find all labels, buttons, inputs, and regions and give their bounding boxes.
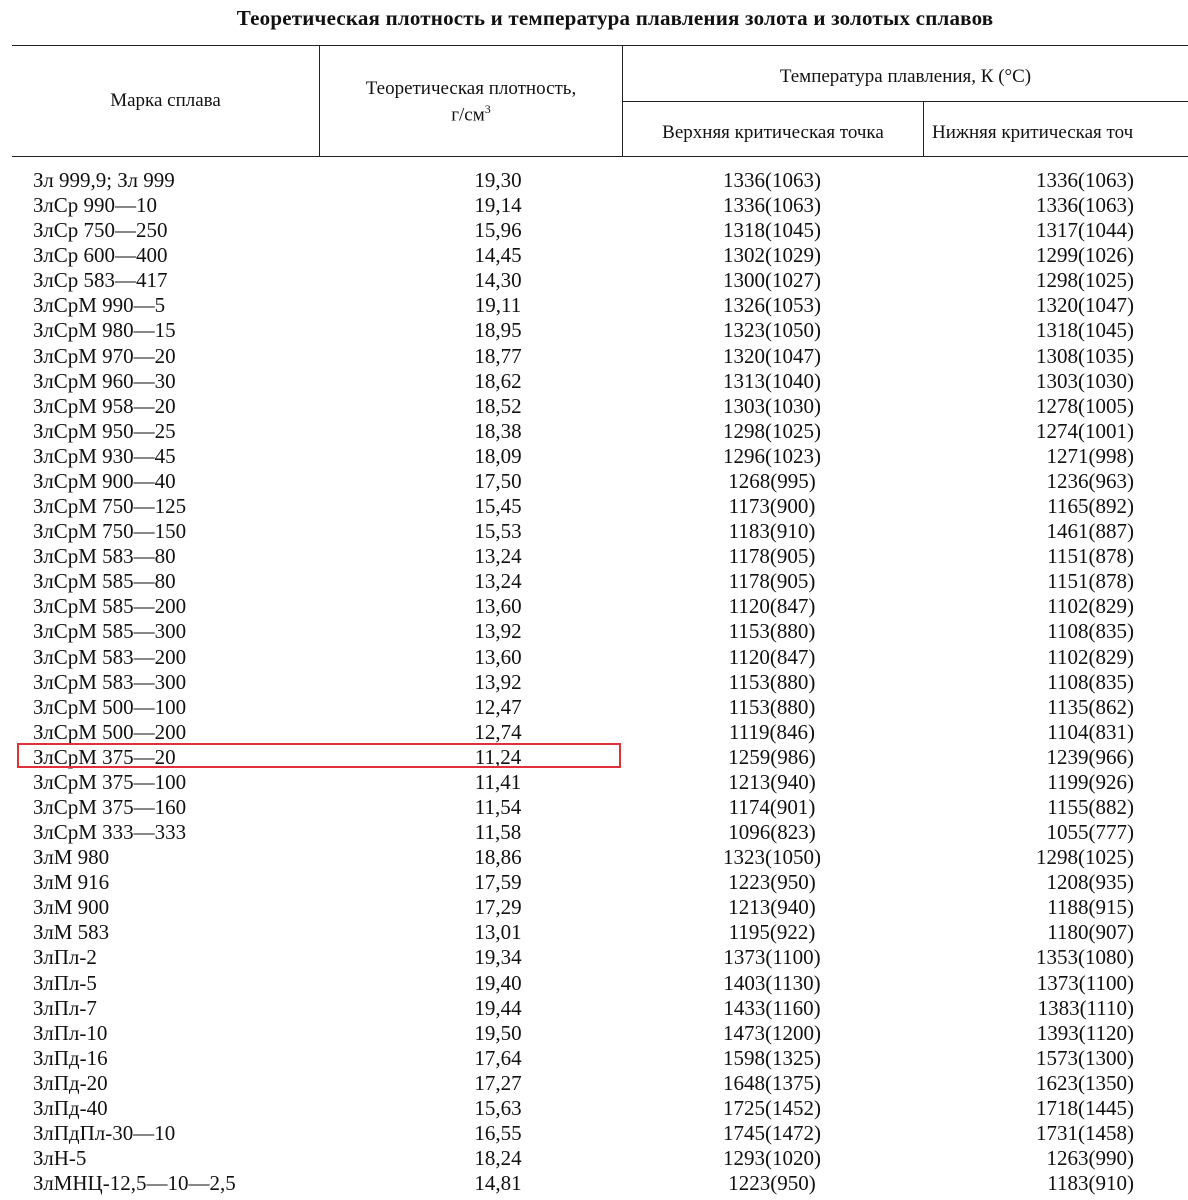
cell-lower-point: 1151(878) [1047,544,1134,569]
cell-density: 19,14 [474,193,522,218]
cell-upper-point: 1259(986) [728,744,816,769]
cell-lower-point: 1155(882) [1047,795,1134,819]
cell-grade: ЗлПл-7 [33,995,97,1020]
cell-density: 13,92 [474,669,522,694]
table-row [0,168,1188,193]
cell-lower-point: 1135(862) [1047,694,1134,719]
cell-lower-point: 1299(1026) [1036,243,1134,268]
cell-density: 19,40 [474,970,522,995]
cell-density: 19,30 [474,168,522,192]
cell-lower-point: 1353(1080) [1036,945,1134,970]
cell-density: 18,38 [474,418,522,443]
cell-upper-point: 1598(1325) [723,1045,821,1070]
cell-density: 18,52 [474,393,522,418]
cell-upper-point: 1153(880) [728,669,816,694]
melting-subheader-rule [622,101,1188,102]
cell-grade: ЗлСр 583—417 [33,268,168,293]
cell-grade: ЗлСрМ 583—200 [33,644,187,669]
cell-density: 19,50 [474,1020,522,1045]
table-row [0,569,1188,594]
table-row [0,895,1188,920]
table-row [0,419,1188,444]
cell-density: 14,45 [474,243,522,268]
table-row [0,394,1188,419]
header-lower: Нижняя критическая точ [932,122,1134,143]
cell-upper-point: 1213(940) [728,769,816,794]
header-upper: Верхняя критическая точка [662,122,884,143]
table-row [0,670,1188,695]
table-row [0,1171,1188,1196]
cell-upper-point: 1745(1472) [723,1121,821,1146]
cell-upper-point: 1174(901) [728,795,816,819]
cell-density: 15,45 [474,494,522,519]
table-top-rule [12,45,1188,46]
cell-upper-point: 1153(880) [728,619,816,644]
cell-upper-point: 1323(1050) [723,318,821,343]
cell-lower-point: 1239(966) [1046,744,1134,769]
cell-grade: ЗлПл-10 [33,1020,108,1045]
cell-grade: ЗлПл-2 [33,945,97,970]
cell-upper-point: 1268(995) [728,468,816,493]
cell-density: 14,81 [474,1171,522,1196]
cell-lower-point: 1199(926) [1047,769,1134,794]
cell-upper-point: 1300(1027) [723,268,821,293]
cell-lower-point: 1383(1110) [1037,995,1134,1020]
cell-upper-point: 1373(1100) [723,945,821,970]
cell-density: 19,11 [474,293,522,318]
cell-lower-point: 1278(1005) [1036,393,1134,418]
cell-lower-point: 1718(1445) [1036,1095,1134,1120]
table-row [0,870,1188,895]
cell-grade: ЗлСрМ 930—45 [33,443,176,468]
header-density [320,78,622,125]
cell-grade: ЗлСрМ 585—200 [33,594,187,619]
cell-lower-point: 1336(1063) [1036,193,1134,218]
cell-density: 11,58 [474,820,522,845]
table-row [0,920,1188,945]
cell-upper-point: 1336(1063) [723,193,821,218]
cell-grade: ЗлСрМ 980—15 [33,318,176,343]
cell-upper-point: 1473(1200) [723,1020,821,1045]
table-row [0,1046,1188,1071]
cell-grade: ЗлПдПл-30—10 [33,1121,176,1146]
table-row [0,494,1188,519]
table-row [0,544,1188,569]
cell-lower-point: 1165(892) [1047,494,1134,519]
cell-grade: ЗлСрМ 500—200 [33,719,187,744]
row-highlight-box [17,743,621,768]
cell-grade: ЗлСрМ 958—20 [33,393,176,418]
table-row [0,469,1188,494]
cell-upper-point: 1303(1030) [723,393,821,418]
cell-upper-point: 1183(910) [728,519,816,544]
cell-upper-point: 1223(950) [728,870,816,895]
cell-lower-point: 1263(990) [1046,1146,1134,1171]
cell-lower-point: 1298(1025) [1036,268,1134,293]
cell-grade: ЗлСрМ 333—333 [33,820,187,845]
cell-upper-point: 1313(1040) [723,368,821,393]
cell-density: 11,24 [474,744,522,769]
cell-density: 19,44 [474,995,522,1020]
table-row [0,645,1188,670]
cell-upper-point: 1725(1452) [723,1095,821,1120]
header-density-label: Теоретическая плотность, [365,78,577,99]
cell-grade: ЗлМНЦ-12,5—10—2,5 [33,1171,236,1196]
cell-density: 17,29 [474,895,522,920]
table-row [0,619,1188,644]
cell-upper-point: 1403(1130) [723,970,821,995]
cell-density: 13,24 [474,544,522,569]
cell-lower-point: 1188(915) [1047,895,1134,920]
cell-density: 17,50 [474,468,522,493]
cell-density: 18,77 [474,343,522,368]
cell-upper-point: 1293(1020) [723,1146,821,1171]
table-row [0,243,1188,268]
table-row [0,519,1188,544]
cell-grade: Зл 999,9; Зл 999 [33,168,175,192]
cell-grade: ЗлПд-16 [33,1045,108,1070]
cell-density: 19,34 [474,945,522,970]
cell-grade: ЗлСрМ 970—20 [33,343,176,368]
table-row [0,695,1188,720]
cell-density: 18,86 [474,845,522,870]
cell-grade: ЗлСрМ 990—5 [33,293,166,318]
header-density-unit: г/см [451,104,485,126]
cell-density: 13,01 [474,920,522,945]
cell-grade: ЗлСр 750—250 [33,218,168,243]
cell-upper-point: 1433(1160) [723,995,821,1020]
cell-density: 17,27 [474,1070,522,1095]
cell-upper-point: 1096(823) [728,820,816,845]
cell-density: 17,59 [474,870,522,895]
cell-lower-point: 1274(1001) [1036,418,1134,443]
cell-density: 18,24 [474,1146,522,1171]
cell-grade: ЗлСрМ 900—40 [33,468,176,493]
cell-lower-point: 1183(910) [1047,1171,1134,1196]
table-row [0,218,1188,243]
cell-upper-point: 1302(1029) [723,243,821,268]
cell-lower-point: 1298(1025) [1036,845,1134,870]
cell-grade: ЗлСрМ 375—100 [33,769,187,794]
cell-upper-point: 1120(847) [728,644,816,669]
table-row [0,795,1188,820]
cell-lower-point: 1108(835) [1047,619,1134,644]
cell-density: 13,60 [474,644,522,669]
cell-upper-point: 1326(1053) [723,293,821,318]
cell-density: 13,92 [474,619,522,644]
cell-density: 17,64 [474,1045,522,1070]
table-row [0,1121,1188,1146]
cell-upper-point: 1195(922) [728,920,816,945]
cell-upper-point: 1648(1375) [723,1070,821,1095]
cell-grade: ЗлСрМ 950—25 [33,418,176,443]
cell-density: 18,62 [474,368,522,393]
cell-density: 15,96 [474,218,522,243]
table-row [0,1146,1188,1171]
cell-grade: ЗлСрМ 960—30 [33,368,176,393]
cell-grade: ЗлСрМ 375—160 [33,795,187,819]
cell-grade: ЗлПд-20 [33,1070,108,1095]
cell-grade: ЗлМ 583 [33,920,110,945]
cell-lower-point: 1271(998) [1046,443,1134,468]
table-row [0,996,1188,1021]
table-row [0,770,1188,795]
cell-upper-point: 1323(1050) [723,845,821,870]
cell-upper-point: 1173(900) [728,494,816,519]
cell-density: 12,47 [474,694,522,719]
cell-density: 15,53 [474,519,522,544]
cell-upper-point: 1120(847) [728,594,816,619]
cell-grade: ЗлСрМ 585—300 [33,619,187,644]
table-row [0,845,1188,870]
cell-density: 13,24 [474,569,522,594]
cell-density: 16,55 [474,1121,522,1146]
cell-grade: ЗлПл-5 [33,970,97,995]
cell-lower-point: 1108(835) [1047,669,1134,694]
header-density-unit-line [320,99,622,125]
table-row [0,444,1188,469]
cell-grade: ЗлСрМ 583—300 [33,669,187,694]
cell-density: 14,30 [474,268,522,293]
cell-lower-point: 1208(935) [1046,870,1134,895]
cell-density: 18,95 [474,318,522,343]
cell-upper-point: 1298(1025) [723,418,821,443]
cell-lower-point: 1151(878) [1047,569,1134,594]
table-row [0,1021,1188,1046]
cell-grade: ЗлСрМ 583—80 [33,544,176,569]
cell-lower-point: 1318(1045) [1036,318,1134,343]
table-row [0,971,1188,996]
cell-grade: ЗлСрМ 585—80 [33,569,176,594]
cell-density: 13,60 [474,594,522,619]
cell-upper-point: 1213(940) [728,895,816,920]
cell-lower-point: 1104(831) [1047,719,1134,744]
table-row [0,594,1188,619]
cell-lower-point: 1336(1063) [1036,168,1134,192]
cell-lower-point: 1623(1350) [1036,1070,1134,1095]
column-divider-3 [923,101,924,157]
cell-upper-point: 1153(880) [728,694,816,719]
cell-density: 11,41 [474,769,522,794]
cell-lower-point: 1393(1120) [1036,1020,1134,1045]
cell-grade: ЗлМ 916 [33,870,110,895]
cell-grade: ЗлСр 600—400 [33,243,168,268]
header-grade: Марка сплава [110,90,221,111]
cell-upper-point: 1119(846) [729,719,815,744]
table-row [0,720,1188,745]
cell-lower-point: 1102(829) [1047,644,1134,669]
cell-lower-point: 1308(1035) [1036,343,1134,368]
cell-grade: ЗлПд-40 [33,1095,108,1120]
cell-lower-point: 1573(1300) [1036,1045,1134,1070]
cell-lower-point: 1236(963) [1046,468,1134,493]
cell-upper-point: 1320(1047) [723,343,821,368]
cell-lower-point: 1180(907) [1047,920,1134,945]
table-row [0,820,1188,845]
table-row [0,293,1188,318]
cell-grade: ЗлМ 900 [33,895,110,920]
cell-lower-point: 1102(829) [1047,594,1134,619]
cell-lower-point: 1055(777) [1046,820,1134,845]
cell-lower-point: 1373(1100) [1036,970,1134,995]
table-row [0,369,1188,394]
table-row [0,268,1188,293]
cell-density: 15,63 [474,1095,522,1120]
cell-grade: ЗлМ 980 [33,845,110,870]
table-row [0,1071,1188,1096]
cell-lower-point: 1320(1047) [1036,293,1134,318]
cell-upper-point: 1178(905) [728,544,816,569]
cell-grade: ЗлН-5 [33,1146,87,1171]
cell-grade: ЗлСрМ 500—100 [33,694,187,719]
header-melting: Температура плавления, К (°С) [779,66,1032,87]
table-row [0,945,1188,970]
cell-lower-point: 1303(1030) [1036,368,1134,393]
table-row [0,193,1188,218]
header-bottom-rule [12,156,1188,157]
table-row [0,1096,1188,1121]
table-row [0,318,1188,343]
cell-grade: ЗлСрМ 375—20 [33,744,176,769]
cell-upper-point: 1296(1023) [723,443,821,468]
cell-grade: ЗлСрМ 750—150 [33,519,187,544]
cell-grade: ЗлСр 990—10 [33,193,157,218]
cell-lower-point: 1461(887) [1046,519,1134,544]
cell-upper-point: 1336(1063) [723,168,821,192]
cell-lower-point: 1731(1458) [1036,1121,1134,1146]
cell-density: 12,74 [474,719,522,744]
cell-density: 11,54 [474,795,522,819]
cell-lower-point: 1317(1044) [1036,218,1134,243]
table-row [0,344,1188,369]
cell-grade: ЗлСрМ 750—125 [33,494,187,519]
cell-upper-point: 1223(950) [728,1171,816,1196]
header-density-unit-exponent: 3 [484,102,491,116]
cell-upper-point: 1318(1045) [723,218,821,243]
cell-upper-point: 1178(905) [728,569,816,594]
cell-density: 18,09 [474,443,522,468]
table-title: Теоретическая плотность и температура плавления золота и золотых сплавов [236,6,994,30]
